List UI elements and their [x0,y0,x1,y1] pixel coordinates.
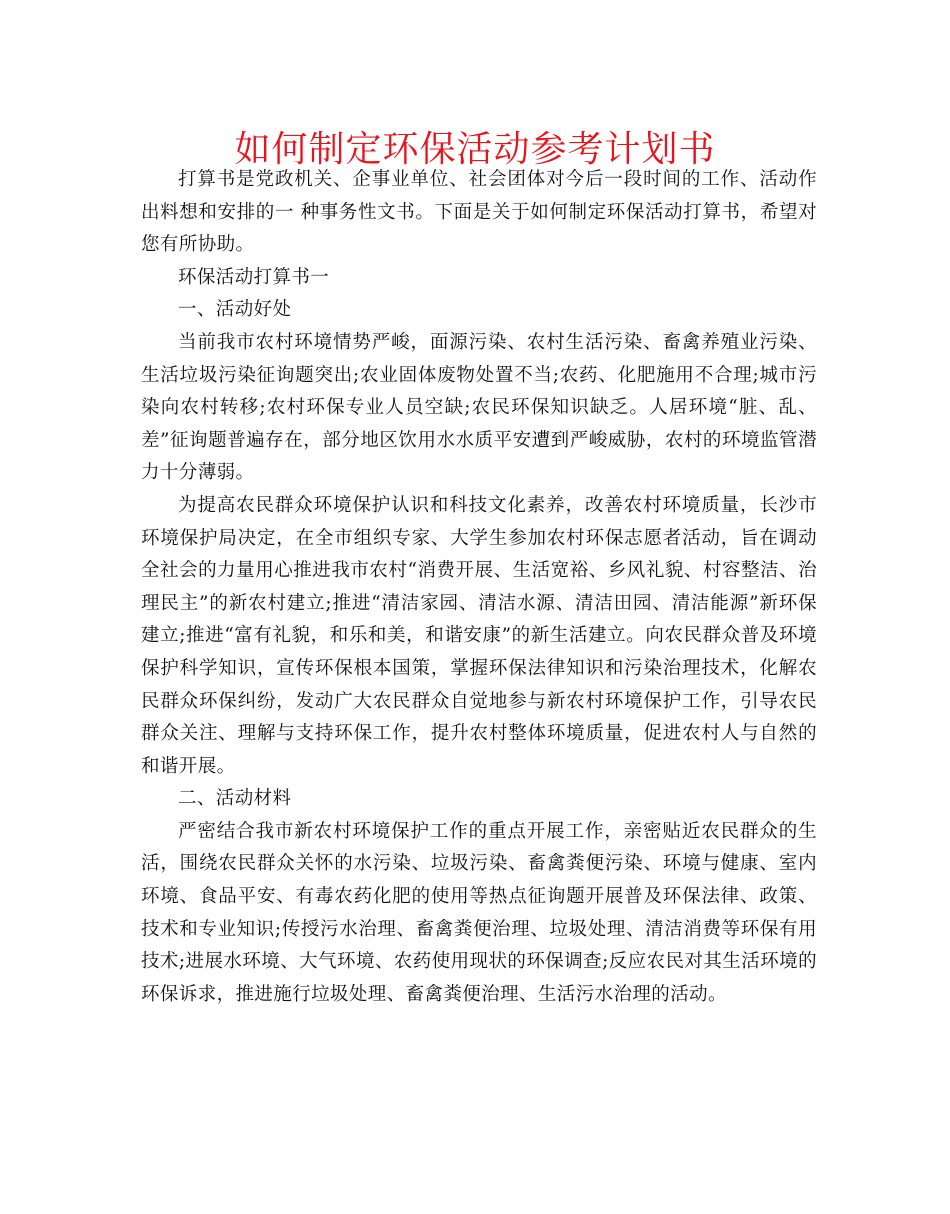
paragraph-purpose: 为提高农民群众环境保护认识和科技文化素养，改善农村环境质量，长沙市环境保护局决定，在全市组织专家、大学生参加农村环保志愿者活动，旨在调动全社会的力量用心推进我市农村“消费开展、生活宽裕、乡风礼貌、村容整洁、治理民主”的新农村建立;推进“清洁家园、清洁水源、清洁田园、清洁能源”新环保建立;推进“富有礼貌，和乐和美，和谐安康”的新生活建立。向农民群众普及环境保护科学知识，宣传环保根本国策，掌握环保法律知识和污染治理技术，化解农民群众环保纠纷，发动广大农民群众自觉地参与新农村环境保护工作，引导农民群众关注、理解与支持环保工作，提升农村整体环境质量，促进农村人与自然的和谐开展。 [141,494,817,777]
paragraph-intro: 打算书是党政机关、企事业单位、社会团体对今后一段时间的工作、活动作出料想和安排的一 种事务性文书。下面是关于如何制定环保活动打算书，希望对您有所协助。 [141,169,817,256]
paragraph-activity-content: 严密结合我市新农村环境保护工作的重点开展工作，亲密贴近农民群众的生活，围绕农民群众关怀的水污染、垃圾污染、畜禽粪便污染、环境与健康、室内环境、食品平安、有毒农药化肥的使用等热点征询题开展普及环保法律、政策、技术和专业知识;传授污水治理、畜禽粪便治理、垃圾处理、清洁消费等环保有用技术;进展水环境、大气环境、农药使用现状的环保调查;反应农民对其生活环境的环保诉求，推进施行垃圾处理、畜禽粪便治理、生活污水治理的活动。 [141,820,817,1005]
document-title: 如何制定环保活动参考计划书 [234,129,716,170]
section-materials-heading: 二、活动材料 [178,788,292,810]
section-plan-one-heading: 环保活动打算书一 [178,266,330,288]
paragraph-current-situation: 当前我市农村环境情势严峻，面源污染、农村生活污染、畜禽养殖业污染、生活垃圾污染征询题突出;农业固体废物处置不当;农药、化肥施用不合理;城市污染向农村转移;农村环保专业人员空缺;农民环保知识缺乏。人居环境“脏、乱、差”征询题普遍存在，部分地区饮用水水质平安遭到严峻威胁，农村的环境监管潜力十分薄弱。 [141,331,817,484]
section-benefits-heading: 一、活动好处 [178,299,292,321]
document-body [141,164,817,1011]
